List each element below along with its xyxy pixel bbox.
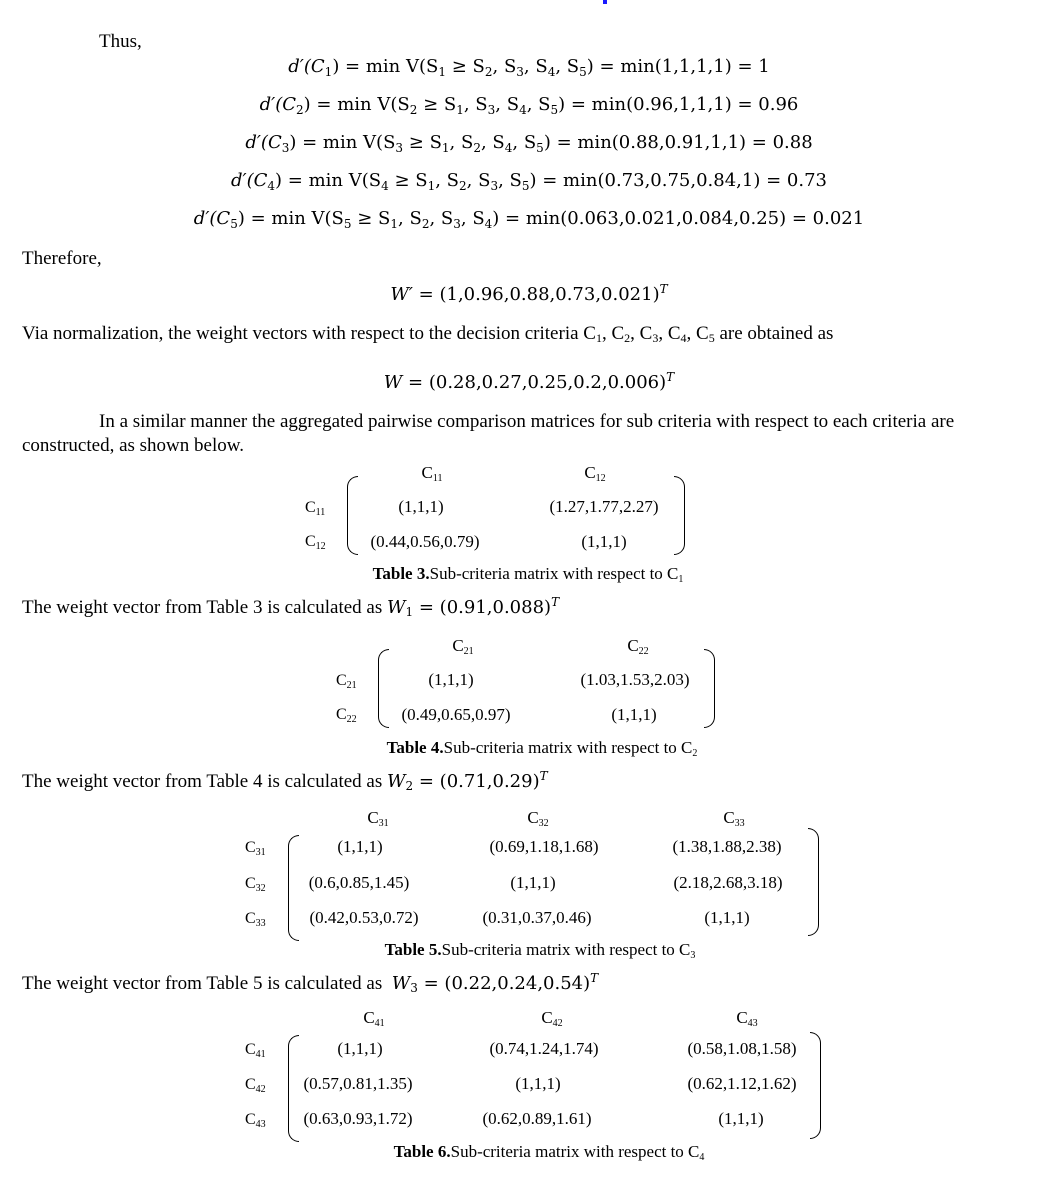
matrix-cell: (0.63,0.93,1.72) [303, 1109, 413, 1128]
row-header: $C_{11}$ [305, 499, 326, 518]
matrix-cell: (1,1,1) [611, 705, 657, 724]
eq-b: 2 [459, 179, 467, 193]
right-bracket [674, 476, 685, 555]
matrix-cell: (0.58,1.08,1.58) [687, 1039, 797, 1058]
col-header: $C_{43}$ [736, 1008, 758, 1029]
weight-line-1: The weight vector from Table 3 is calculated as $W_1 = (0.91,0.088)^T$ [22, 595, 560, 619]
right-bracket [810, 1032, 821, 1139]
criterion-idx: 2 [624, 331, 631, 345]
criterion: C [696, 323, 709, 344]
eq-rhs: = min(1,1,1,1) = 1 [599, 56, 770, 77]
table-caption: Table 3.Sub-criteria matrix with respect to $C_1$ [372, 564, 684, 585]
eq-rest: ≥ S [446, 56, 485, 77]
col-header: $C_{21}$ [452, 636, 474, 657]
matrix-cell: (1,1,1) [337, 837, 383, 856]
eq-rhs: = min(0.96,1,1,1) = 0.96 [570, 94, 799, 115]
left-bracket [347, 476, 358, 555]
eq-d: 5 [579, 65, 587, 79]
thus-label: Thus, [99, 31, 142, 52]
matrix-cell: (2.18,2.68,3.18) [673, 873, 783, 892]
col-header: $C_{31}$ [367, 808, 389, 829]
row-header: $C_{32}$ [245, 875, 266, 894]
eq-idx: 4 [267, 179, 276, 193]
eq-rhs: = min(0.73,0.75,0.84,1) = 0.73 [542, 170, 827, 191]
row-header: $C_{42}$ [245, 1076, 266, 1095]
matrix-cell: (0.31,0.37,0.46) [482, 908, 592, 927]
equation-d1: $d'(C_1) = \min V(S_1 \ge S_2$, $S_3$, $S_4$, $S_5) = \min(1,1,1,1) = 1$ [288, 56, 770, 79]
normalization-text: Via normalization, the weight vectors with respect to the decision criteria $C_1$, $C_2$, $C_3$, $C_4$, $C_5$ are obtained as [22, 323, 834, 345]
row-header: $C_{12}$ [305, 533, 326, 552]
w-prime-equation [0, 284, 1058, 305]
matrix-cell: (1,1,1) [704, 908, 750, 927]
eq-a: 1 [441, 141, 450, 155]
similar-paragraph-line1: In a similar manner the aggregated pairwise comparison matrices for sub criteria with respect to each criteria are [99, 411, 955, 432]
w-prime-rhs: = (1,0.96,0.88,0.73,0.021) [412, 284, 660, 305]
w-lhs: W [383, 372, 403, 393]
right-bracket [808, 828, 819, 936]
eq-idx: 3 [281, 141, 290, 155]
criterion-idx: 1 [595, 331, 602, 345]
eq-s: 3 [395, 141, 404, 155]
weight-line-2: The weight vector from Table 4 is calculated as $W_2 = (0.71,0.29)^T$ [22, 769, 548, 793]
similar-paragraph-line2: constructed, as shown below. [22, 435, 244, 456]
matrix-cell: (0.62,1.12,1.62) [687, 1074, 797, 1093]
table-caption: Table 5.Sub-criteria matrix with respect to $C_3$ [384, 940, 696, 961]
col-header: $C_{42}$ [541, 1008, 563, 1029]
eq-a: 1 [427, 179, 436, 193]
matrix-cell: (0.57,0.81,1.35) [303, 1074, 413, 1093]
eq-rest: ≥ S [351, 208, 391, 229]
row-header: $C_{31}$ [245, 839, 266, 858]
row-header: $C_{21}$ [336, 672, 357, 691]
col-header: $C_{33}$ [723, 808, 745, 829]
col-header: $C_{32}$ [527, 808, 549, 829]
eq-rest: ≥ S [388, 170, 428, 191]
equation-d4: $d'(C_4) = \min V(S_4 \ge S_1$, $S_2$, $S_3$, $S_5) = \min(0.73,0.75,0.84,1) = 0.73$ [231, 170, 827, 193]
row-header: $C_{33}$ [245, 910, 266, 929]
w-prime-sup: T [659, 282, 668, 296]
eq-b: 2 [421, 217, 430, 231]
eq-a: 1 [456, 103, 464, 117]
eq-b: 3 [516, 65, 524, 79]
eq-idx: 2 [296, 103, 304, 117]
criterion: C [611, 323, 625, 344]
matrix-cell: (1,1,1) [428, 670, 474, 689]
equation-d5: $d'(C_5) = \min V(S_5 \ge S_1$, $S_2$, $S_3$, $S_4) = \min(0.063,0.021,0.084,0.25) = 0.021$ [193, 208, 865, 231]
eq-rest: ≥ S [417, 94, 457, 115]
criterion-idx: 4 [680, 331, 687, 345]
eq-lhs: d′(C [259, 94, 297, 115]
row-header: $C_{41}$ [245, 1041, 266, 1060]
eq-c: 4 [504, 141, 513, 155]
col-header: $C_{22}$ [627, 636, 649, 657]
eq-rhs: = min(0.063,0.021,0.084,0.25) = 0.021 [505, 208, 865, 229]
left-bracket [378, 649, 389, 728]
criterion-idx: 3 [652, 331, 659, 345]
criterion: C [583, 323, 596, 344]
eq-b: 2 [473, 141, 481, 155]
row-header: $C_{22}$ [336, 706, 357, 725]
eq-lhs: d′(C [245, 132, 282, 153]
eq-b: 3 [487, 103, 496, 117]
w-sup: T [666, 370, 675, 384]
criterion: C [639, 323, 653, 344]
matrix-cell: (1,1,1) [398, 497, 444, 516]
matrix-cell: (1,1,1) [515, 1074, 561, 1093]
eq-a: 2 [484, 65, 493, 79]
eq-rhs: = min(0.88,0.91,1,1) = 0.88 [556, 132, 813, 153]
matrix-cell: (0.69,1.18,1.68) [489, 837, 599, 856]
matrix-cell: (1,1,1) [510, 873, 556, 892]
eq-c: 3 [453, 217, 461, 231]
eq-c: 4 [547, 65, 556, 79]
equation-d2: $d'(C_2) = \min V(S_2 \ge S_1$, $S_3$, $S_4$, $S_5) = \min(0.96,1,1,1) = 0.96$ [259, 94, 799, 117]
eq-s: 1 [438, 65, 446, 79]
therefore-label: Therefore, [22, 248, 102, 269]
eq-a: 1 [390, 217, 399, 231]
eq-mid: ) = min V(S [303, 94, 410, 115]
left-bracket [288, 1035, 299, 1142]
link-fragment-mark [603, 0, 607, 4]
row-header: $C_{43}$ [245, 1111, 266, 1130]
matrix-cell: (0.62,0.89,1.61) [482, 1109, 592, 1128]
matrix-cell: (1.03,1.53,2.03) [580, 670, 690, 689]
table-caption: Table 6.Sub-criteria matrix with respect to $C_4$ [393, 1142, 705, 1163]
table-caption: Table 4.Sub-criteria matrix with respect to $C_2$ [386, 738, 698, 759]
matrix-cell: (1.27,1.77,2.27) [549, 497, 659, 516]
eq-mid: ) = min V(S [237, 208, 344, 229]
matrix-cell: (0.44,0.56,0.79) [370, 532, 480, 551]
matrix-cell: (1,1,1) [581, 532, 627, 551]
matrix-cell: (1.38,1.88,2.38) [672, 837, 782, 856]
eq-lhs: d′(C [231, 170, 268, 191]
criterion: C [667, 323, 681, 344]
eq-s: 4 [381, 179, 389, 193]
eq-mid: ) = min V(S [275, 170, 382, 191]
eq-lhs: d′(C [288, 56, 325, 77]
col-header: $C_{11}$ [421, 463, 443, 484]
norm-prefix: Via normalization, the weight vectors with respect to the decision criteria [22, 323, 584, 344]
eq-mid: ) = min V(S [332, 56, 439, 77]
col-header: $C_{41}$ [363, 1008, 385, 1029]
matrix-cell: (1,1,1) [337, 1039, 383, 1058]
eq-lhs: d′(C [193, 208, 231, 229]
matrix-cell: (0.74,1.24,1.74) [489, 1039, 599, 1058]
eq-d: 4 [484, 217, 493, 231]
eq-c: 4 [519, 103, 527, 117]
equation-d3: $d'(C_3) = \min V(S_3 \ge S_1$, $S_2$, $S_4$, $S_5) = \min(0.88,0.91,1,1) = 0.88$ [245, 132, 813, 155]
criterion-idx: 5 [708, 331, 715, 345]
eq-s: 5 [343, 217, 352, 231]
eq-s: 2 [409, 103, 418, 117]
matrix-cell: (0.42,0.53,0.72) [309, 908, 419, 927]
eq-idx: 5 [230, 217, 238, 231]
matrix-cell: (0.6,0.85,1.45) [308, 873, 410, 892]
w-prime-lhs: W′ [390, 284, 413, 305]
eq-rest: ≥ S [403, 132, 442, 153]
eq-d: 5 [521, 179, 530, 193]
eq-d: 5 [550, 103, 559, 117]
norm-suffix: are obtained as [714, 323, 834, 344]
w-rhs: = (0.28,0.27,0.25,0.2,0.006) [402, 372, 667, 393]
right-bracket [704, 649, 715, 728]
col-header: $C_{12}$ [584, 463, 606, 484]
w-equation [0, 372, 1058, 393]
weight-line-3: The weight vector from Table 5 is calculated as $W_3 = (0.22,0.24,0.54)^T$ [22, 971, 599, 995]
matrix-cell: (0.49,0.65,0.97) [401, 705, 511, 724]
eq-c: 3 [490, 179, 499, 193]
left-bracket [288, 835, 299, 941]
eq-mid: ) = min V(S [289, 132, 396, 153]
eq-d: 5 [536, 141, 544, 155]
matrix-cell: (1,1,1) [718, 1109, 764, 1128]
eq-idx: 1 [324, 65, 333, 79]
